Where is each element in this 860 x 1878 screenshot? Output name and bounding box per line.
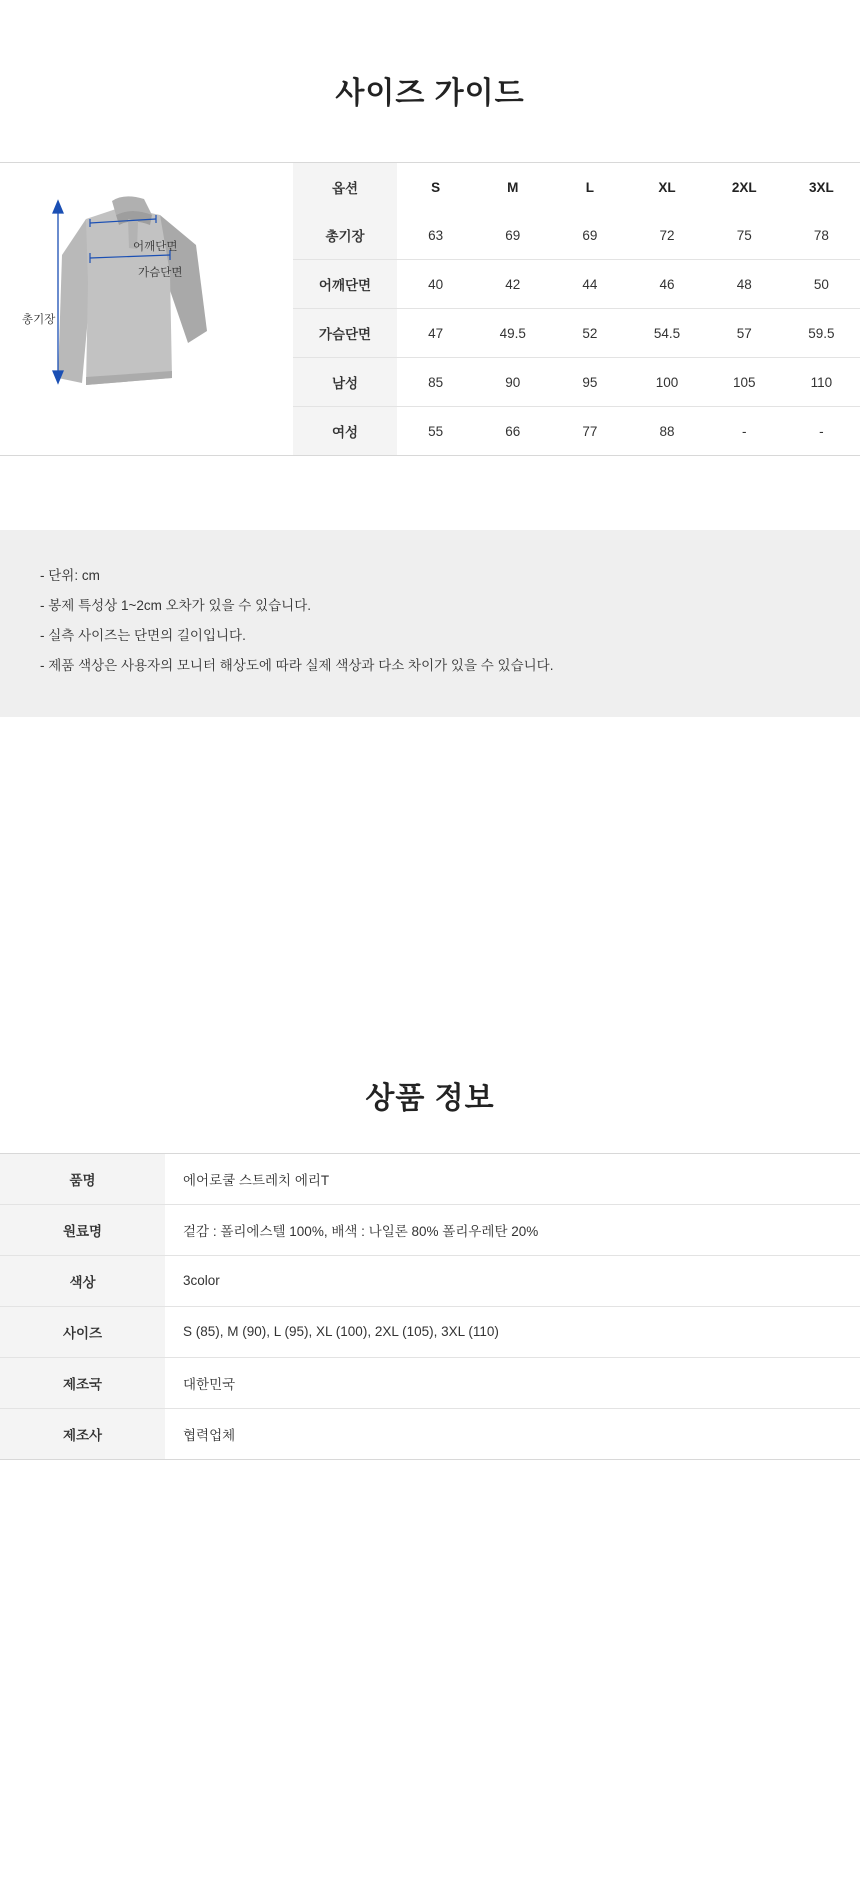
cell-total-length-s: 63 <box>397 211 474 260</box>
note-measurement: - 실측 사이즈는 단면의 길이입니다. <box>40 628 246 644</box>
table-row <box>293 309 860 358</box>
cell-men-2xl: 105 <box>706 358 783 407</box>
info-value-size: S (85), M (90), L (95), XL (100), 2XL (105), 3XL (110) <box>165 1306 860 1357</box>
column-header-option: 옵션 <box>293 163 397 211</box>
cell-chest-s: 47 <box>397 309 474 358</box>
total-length-label: 총기장 <box>22 314 56 327</box>
cell-chest-2xl: 57 <box>706 309 783 358</box>
cell-total-length-2xl: 75 <box>706 211 783 260</box>
cell-shoulder-m: 42 <box>474 260 551 309</box>
table-row <box>293 358 860 407</box>
garment-diagram-panel <box>0 163 293 455</box>
cell-women-m: 66 <box>505 423 521 439</box>
cell-total-length-3xl: 78 <box>783 211 860 260</box>
cell-chest-m: 49.5 <box>474 309 551 358</box>
row-header-shoulder: 어깨단면 <box>293 260 397 309</box>
table-row <box>293 260 860 309</box>
info-label-material: 원료명 <box>0 1204 165 1255</box>
cell-total-length-xl: 72 <box>628 211 705 260</box>
cell-shoulder-3xl: 50 <box>783 260 860 309</box>
row-header-chest: 가슴단면 <box>293 309 397 358</box>
product-info-table <box>0 1153 860 1460</box>
column-header-m: M <box>507 179 519 195</box>
info-label-size: 사이즈 <box>0 1306 165 1357</box>
note-color: - 제품 색상은 사용자의 모니터 해상도에 따라 실제 색상과 다소 차이가 있을 수 있습니다. <box>40 657 554 673</box>
shoulder-width-label: 어깨단면 <box>133 241 178 254</box>
cell-women-s: 55 <box>428 423 444 439</box>
cell-total-length-l: 69 <box>551 211 628 260</box>
cell-men-l: 95 <box>551 358 628 407</box>
info-label-manufacturer: 제조사 <box>0 1408 165 1459</box>
cell-shoulder-l: 44 <box>551 260 628 309</box>
column-header-l: L <box>585 179 595 195</box>
column-header-s: S <box>431 179 441 195</box>
table-row <box>293 211 860 260</box>
column-header-xl: XL <box>658 179 676 195</box>
cell-shoulder-2xl: 48 <box>706 260 783 309</box>
info-value-color: 3color <box>165 1255 860 1306</box>
cell-women-l: 77 <box>582 423 598 439</box>
note-unit: - 단위: cm <box>40 568 100 584</box>
info-value-product-name: 에어로쿨 스트레치 에리T <box>165 1153 860 1204</box>
table-row <box>0 1408 860 1459</box>
table-row <box>0 1357 860 1408</box>
cell-chest-xl: 54.5 <box>628 309 705 358</box>
cell-men-3xl: 110 <box>783 358 860 407</box>
table-header-row <box>293 163 860 211</box>
row-header-total-length: 총기장 <box>293 211 397 260</box>
cell-shoulder-xl: 46 <box>628 260 705 309</box>
table-row <box>0 1255 860 1306</box>
column-header-3xl: 3XL <box>809 179 834 195</box>
table-row <box>0 1306 860 1357</box>
size-guide-page <box>0 20 860 1878</box>
size-guide-notes <box>0 530 860 717</box>
cell-men-xl: 100 <box>628 358 705 407</box>
table-row <box>293 407 860 456</box>
row-header-men: 남성 <box>293 358 397 407</box>
info-label-color: 색상 <box>0 1255 165 1306</box>
size-guide-heading: 사이즈 가이드 <box>335 77 525 111</box>
cell-men-m: 90 <box>474 358 551 407</box>
chest-width-label: 가슴단면 <box>138 267 183 280</box>
column-header-2xl: 2XL <box>731 179 757 195</box>
cell-women-xl: 88 <box>659 423 675 439</box>
cell-shoulder-s: 40 <box>397 260 474 309</box>
size-guide-block <box>0 162 860 456</box>
info-value-material: 겉감 : 폴리에스텔 100%, 배색 : 나일론 80% 폴리우레탄 20% <box>165 1204 860 1255</box>
info-value-country: 대한민국 <box>165 1357 860 1408</box>
garment-illustration <box>0 163 293 453</box>
note-tolerance: - 봉제 특성상 1~2cm 오차가 있을 수 있습니다. <box>40 598 312 614</box>
product-info-heading: 상품 정보 <box>365 1081 495 1115</box>
table-row <box>0 1204 860 1255</box>
cell-men-s: 85 <box>397 358 474 407</box>
row-header-women: 여성 <box>293 407 397 456</box>
info-label-country: 제조국 <box>0 1357 165 1408</box>
info-label-product-name: 품명 <box>0 1153 165 1204</box>
cell-chest-3xl: 59.5 <box>783 309 860 358</box>
size-measurement-table <box>293 163 860 455</box>
cell-women-3xl: - <box>819 423 824 439</box>
cell-total-length-m: 69 <box>474 211 551 260</box>
cell-chest-l: 52 <box>551 309 628 358</box>
table-row <box>0 1153 860 1204</box>
cell-women-2xl: - <box>741 423 747 439</box>
info-value-manufacturer: 협력업체 <box>165 1408 860 1459</box>
